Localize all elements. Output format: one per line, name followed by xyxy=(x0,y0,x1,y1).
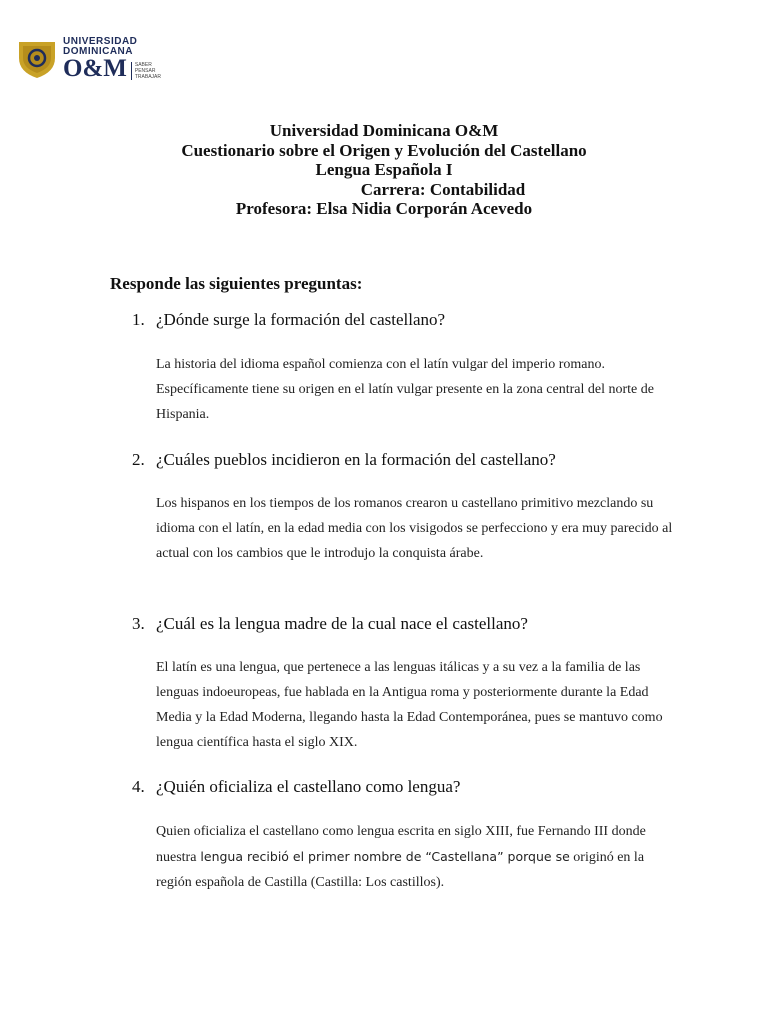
question-3: 3. ¿Cuál es la lengua madre de la cual nace el castellano? xyxy=(132,614,528,633)
question-2: 2. ¿Cuáles pueblos incidieron en la formación del castellano? xyxy=(132,450,556,469)
logo-line2: DOMINICANA xyxy=(63,45,133,57)
answer-4: Quien oficializa el castellano como lengua escrita en siglo XIII, fue Fernando III donde nuestra lengua recibió el primer nombre de “Castellana” porque se originó en la región española de Castilla (Castilla: Los castillos). xyxy=(156,824,646,890)
question-1: 1. ¿Dónde surge la formación del castellano? xyxy=(132,310,446,329)
document-title: Cuestionario sobre el Origen y Evolución del Castellano xyxy=(181,140,587,160)
career-line: Carrera: Contabilidad xyxy=(360,179,526,199)
document-header xyxy=(0,121,768,219)
logo-tagline: SABER PENSAR TRABAJAR xyxy=(131,62,161,80)
answer-1: La historia del idioma español comienza con el latín vulgar del imperio romano. Específicamente tiene su origen en el latín vulgar presente en la zona central del norte de Hispania. xyxy=(156,357,654,422)
answer-2: Los hispanos en los tiempos de los romanos crearon u castellano primitivo mezclando su idioma con el latín, en la edad media con los visigodos se perfecciono y era muy parecido al actual con los cambios que le introdujo la conquista árabe. xyxy=(156,496,673,561)
instructions-heading: Responde las siguientes preguntas: xyxy=(110,274,363,293)
course-name: Lengua Española I xyxy=(315,160,453,179)
logo-line1: UNIVERSIDAD xyxy=(63,35,138,47)
question-4: 4. ¿Quién oficializa el castellano como lengua? xyxy=(132,777,461,796)
professor-line: Profesora: Elsa Nidia Corporán Acevedo xyxy=(235,199,533,218)
answer-3: El latín es una lengua, que pertenece a las lenguas itálicas y a su vez a la familia de las lenguas indoeuropeas, fue hablada en la Antigua roma y posteriormente durante la Edad Media y la Edad Moderna, llegando hasta la Edad Contemporánea, pues se mantuvo como lengua científica hasta el siglo XIX. xyxy=(156,660,663,750)
logo-om: O&M xyxy=(63,54,127,82)
shield-emblem-icon xyxy=(15,36,59,80)
university-logo xyxy=(15,36,161,80)
university-name: Universidad Dominicana O&M xyxy=(269,121,499,140)
